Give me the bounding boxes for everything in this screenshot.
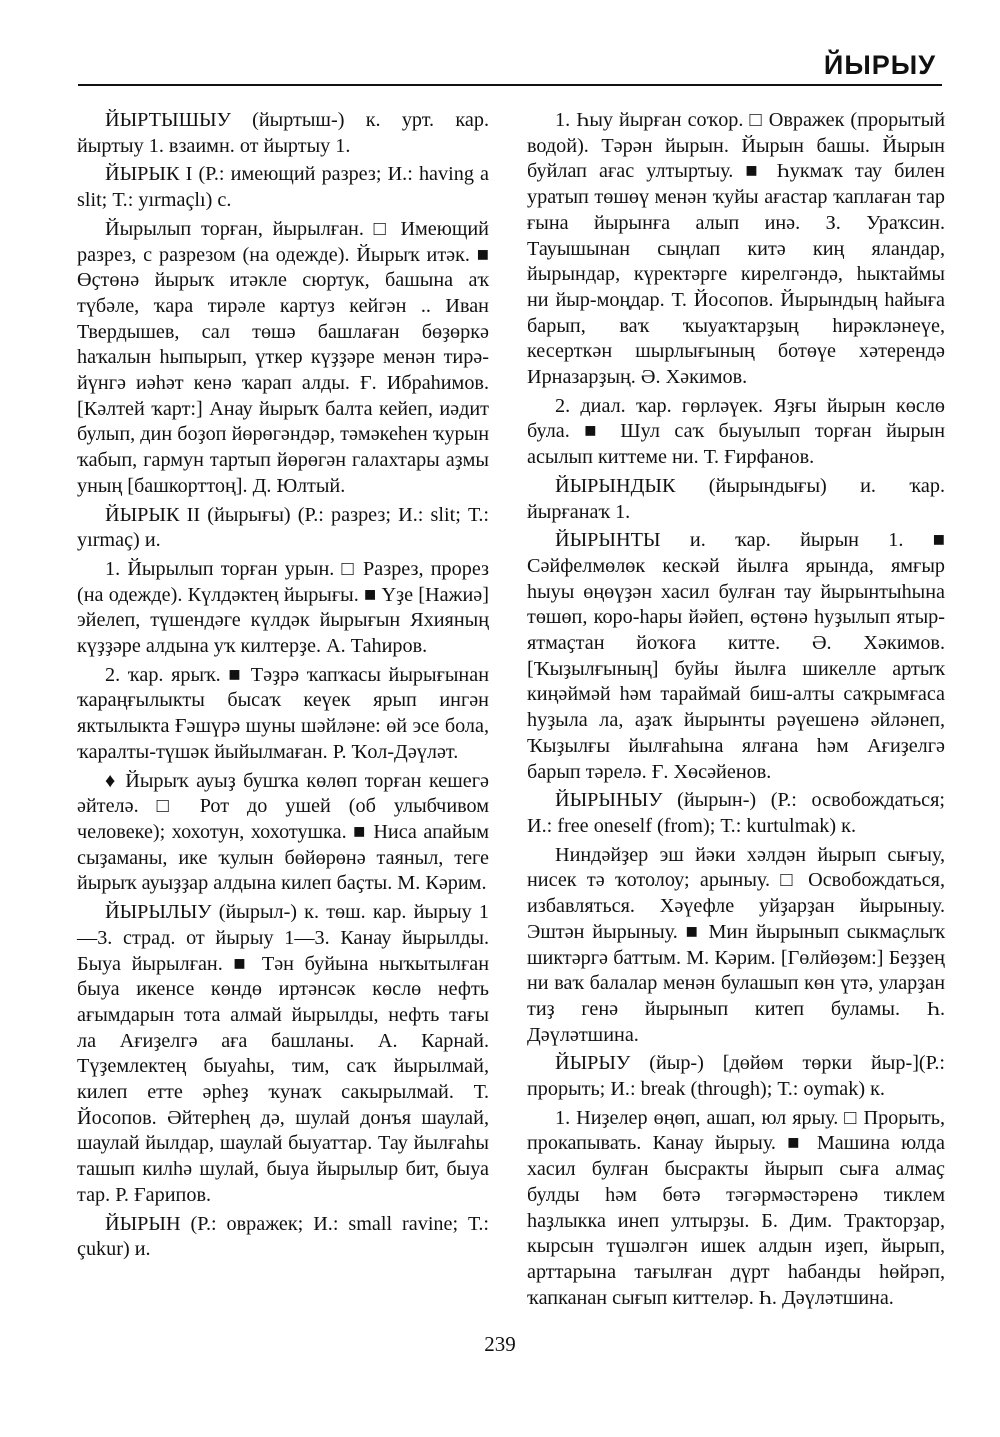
entry-paragraph: Ниндәйҙер эш йәки хәлдән йырып сығыу, нисек тә ҡотолоу; арыныу. □ Освобождаться, избавляться. Хәүефле уйҙарҙан йырыныу. Эштән йырыныу. ■ Мин йырынып сыкмаҫлыҡ шиктәргә баттым. М. Кәрим. [Гөлйөҙөм:] Беҙҙең ни ваҡ балалар менән булашып көн үтә, уларҙан тиҙ генә йырынып китеп буламы. Һ. Дәүләтшина. xyxy=(527,843,945,1046)
entry-paragraph: 1. Ниҙелер өңөп, ашап, юл ярыу. □ Прорыть, прокапывать. Канау йырыу. ■ Машина юлда хасил булған бысракты йырып сыға алмаҫ булды һәм бөтә тәгәрмәстәренә тиклем һаҙлыкка инеп ултырҙы. Б. Дим. Тракторҙар, кырсын түшәлгән ишек алдын иҙеп, йырып, арттарына тағылған дүрт һабанды һөйрәп, ҡапканан сығып киттеләр. Һ. Дәүләтшина. xyxy=(527,1106,945,1309)
entry-paragraph: ЙЫРЫН (Р.: овражек; И.: small ravine; Т.: çukur) и. xyxy=(77,1212,489,1261)
running-header-word: ЙЫРЫУ xyxy=(823,50,936,80)
page-number: 239 xyxy=(484,1332,516,1356)
entry-paragraph: ЙЫРТЫШЫУ (йыртыш-) к. урт. кар. йыртыу 1. взаимн. от йыртыу 1. xyxy=(77,109,489,157)
entry-paragraph: 1. Йырылып торған урын. □ Разрез, прорез (на одежде). Күлдәктең йырығы. ■ Үҙе [Нажиә] эйелеп, түшендәге күлдәк йырығын Яхияның күҙҙәре алдына уҡ килтерҙе. А. Таһиров. xyxy=(77,557,489,658)
entry-paragraph: 2. ҡар. ярыҡ. ■ Тәҙрә ҡапҡасы йырығынан ҡараңғылыкты бысаҡ кеүек ярып ингән яктылыкта Ғәшүрә шуны шәйләне: өй эсе бола, ҡаралты-түшәк йыйылмаған. Р. Ҡол-Дәүләт. xyxy=(77,663,489,763)
entry-paragraph: 1. Һыу йырған соҡор. □ Овражек (прорытый водой). Тәрән йырын. Йырын башы. Йырын буйлап ағас ултыртыу. ■ Һукмаҡ тау билен уратып төшөү менән ҡуйы ағастар ҡаплаған тар ғына йырынға алып инә. З. Ураҡсин. Тауышынан сыңлап китә киң яландар, йырындар, күректәрге кирелгәндә, һыктаймы ни йыр-моңдар. Т. Йосопов. Йырындың һайыға барып, ваҡ ҡыуаҡтарҙың һирәкләнеүе, кесерткән шырлығының ботөүе хәтерендә Ирназарҙың. Ә. Хәкимов. xyxy=(527,109,945,389)
entry-paragraph: 2. диал. ҡар. гөрләүек. Яҙғы йырын көслө була. ■ Шул саҡ быуылып торған йырын асылып киттеме ни. Т. Ғирфанов. xyxy=(527,394,945,469)
entry-paragraph: ЙЫРЫЛЫУ (йырыл-) к. төш. кар. йырыу 1—3. страд. от йырыу 1—3. Канау йырылды. Быуа йырылған. ■ Тән буйына ныҡытылған быуа икенсе көндө иртәнсәк көслө нефть ағымдарын тота алмай йырылды, нефть тағы ла Ағиҙелгә аға башланы. А. Карнай. Түҙемлектең быуаһы, тим, саҡ йырылмай, килеп етте әрһеҙ ҡунаҡ сакырылмай. Т. Йосопов. Әйтерһең дә, шулай донъя шаулай, шаулай йылдар, шаулай быуаттар. Тау йылғаһы ташып килһә шулай, быуа йырылыр бит, быуа тар. Р. Ғарипов. xyxy=(77,901,489,1206)
entry-paragraph: ЙЫРЫНТЫ и. ҡар. йырын 1. ■ Сәйфелмөлөк кескәй йылға ярында, ямғыр һыуы өңөүҙән хасил булған тау йырынтыһына төшөп, коро-һары йәйеп, өҫтөнә һуҙылып ятыр-ятмаҫтан йоҡоға китте. Ә. Хәкимов. [Ҡыҙылғының] буйы йылға шикелле артыҡ киңәймәй һәм тараймай биш-алты саҡрымғаса һуҙыла ла, аҙаҡ йырынты рәүешенә әйләнеп, Ҡыҙылғы йылғаһына ялғана һәм Ағиҙелгә барып тәрелә. Ғ. Хөсәйенов. xyxy=(527,529,945,783)
entry-paragraph: ЙЫРЫК II (йырығы) (Р.: разрез; И.: slit; Т.: yırmaç) и. xyxy=(77,503,489,552)
entry-paragraph: Йырылып торған, йырылған. □ Имеющий разрез, с разрезом (на одежде). Йырыҡ итәк. ■ Өҫтөнә йырыҡ итәкле сюртук, башына аҡ түбәле, ҡара тирәле картуз кейгән .. Иван Твердышев, сал төшә башлаған бөҙөркә һаҡалын һыпырып, үткер күҙҙәре менән тирә-йүнгә иәһәт кенә ҡарап алды. Ғ. Ибраһимов. [Кәлтей ҡарт:] Анау йырыҡ балта кейеп, иәдит булып, дин боҙоп йөрөгәндәр, тәмәкеһен ҡурын ҡабып, гармун тартып йөрөгән галахтары аҙмы уның [башкорттоң]. Д. Юлтый. xyxy=(77,217,489,497)
entry-paragraph: ЙЫРЫНДЫК (йырындығы) и. ҡар. йырғанаҡ 1. xyxy=(527,474,945,523)
entry-paragraph: ЙЫРЫУ (йыр-) [дөйөм төрки йыр-](Р.: прорыть; И.: break (through); Т.: oymak) к. xyxy=(527,1052,945,1101)
entry-paragraph: ЙЫРЫК I (Р.: имеющий разрез; И.: having a slit; Т.: yırmaçlı) с. xyxy=(77,163,489,212)
entry-paragraph: ЙЫРЫНЫУ (йырын-) (Р.: освобождаться; И.: free oneself (from); Т.: kurtulmak) к. xyxy=(527,789,945,837)
entry-paragraph: ♦ Йырыҡ ауыҙ бушҡа көлөп торған кешегә әйтелә. □ Рот до ушей (об улыбчивом человеке); хохотун, хохотушка. ■ Ниса апайым сыҙаманы, ике ҡулын бөйөрөнә таяныл, теге йырыҡ ауыҙҙар алдына килеп баҫты. М. Кәрим. xyxy=(77,769,489,895)
left-column xyxy=(77,108,489,1266)
header-rule xyxy=(78,84,942,86)
right-column xyxy=(527,108,945,1314)
